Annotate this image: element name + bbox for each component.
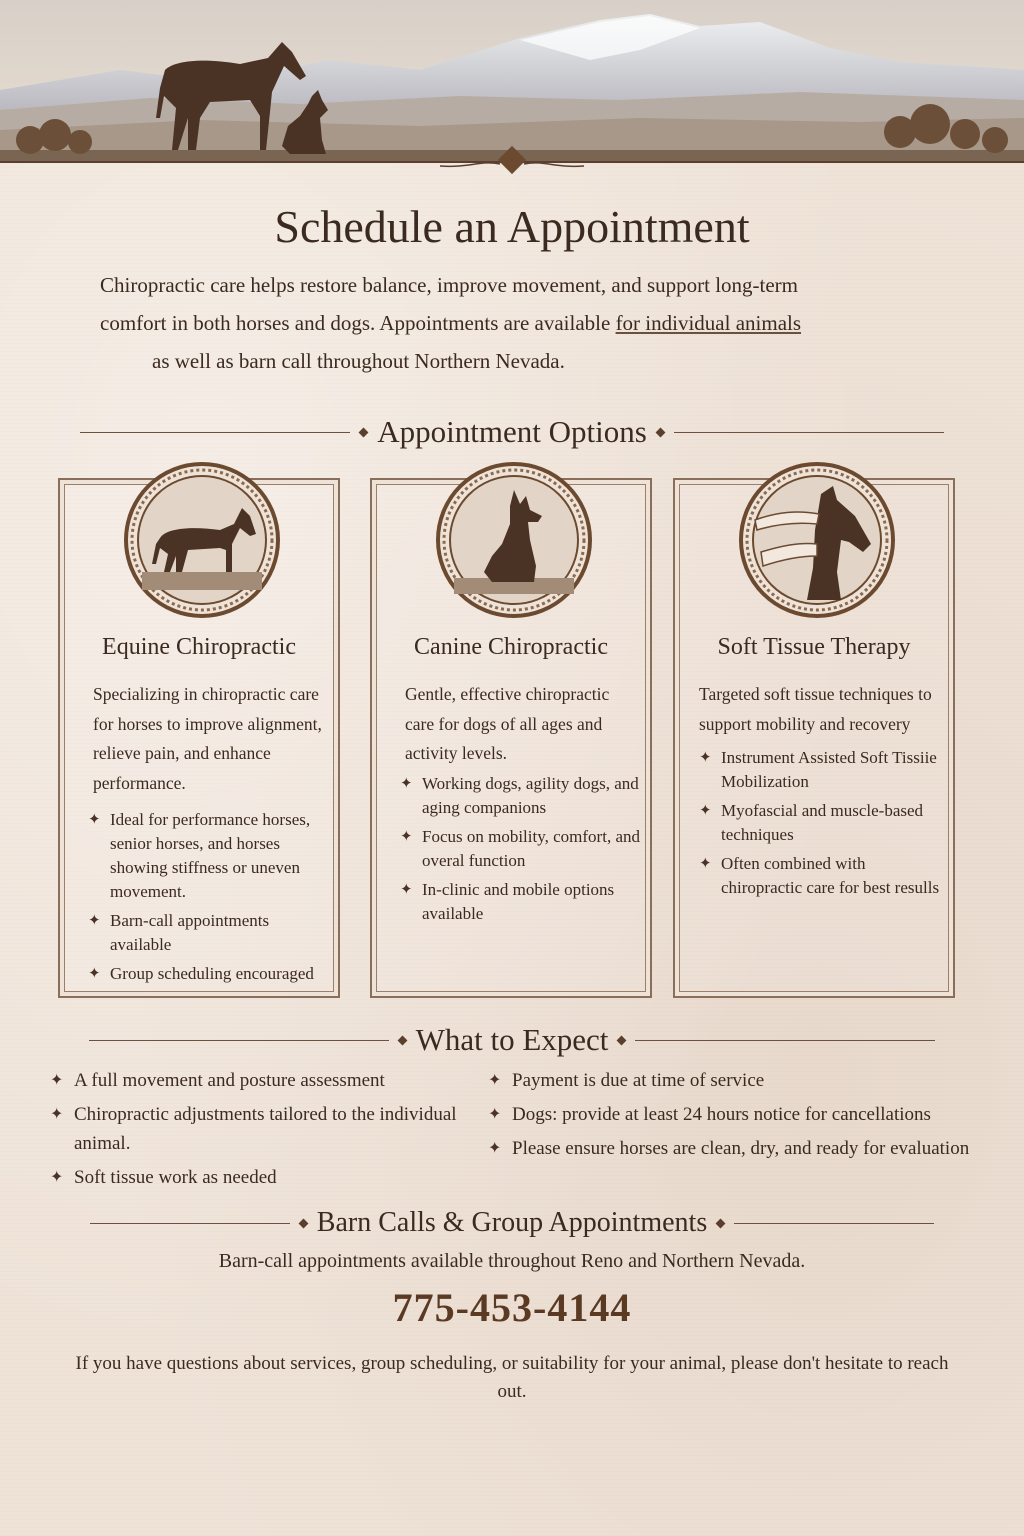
card-soft-tissue bbox=[673, 478, 955, 998]
star-bullet-icon: ✦ bbox=[50, 1106, 64, 1123]
card-equine bbox=[58, 478, 340, 998]
card-title: Equine Chiropractic bbox=[102, 634, 296, 660]
barn-heading: Barn Calls & Group Appointments bbox=[316, 1207, 708, 1238]
list-item: ✦ In-clinic and mobile options available bbox=[400, 880, 615, 923]
card-description: Gentle, effective chiropractic care for dogs of all ages and activity levels. bbox=[405, 684, 610, 763]
individual-animals-link[interactable]: for individual animals bbox=[615, 311, 802, 335]
card-description: Specializing in chiropractic care for horses to improve alignment, relieve pain, and enhance performance. bbox=[93, 684, 322, 793]
intro-line-2a: comfort in both horses and dogs. Appointments are available bbox=[100, 311, 616, 335]
list-item: ✦ Group scheduling encouraged bbox=[88, 962, 334, 986]
star-bullet-icon: ✦ bbox=[400, 882, 413, 898]
intro-paragraph bbox=[100, 266, 930, 380]
star-bullet-icon: ✦ bbox=[88, 966, 101, 982]
list-item: ✦ Myofascial and muscle-based techniques bbox=[699, 801, 924, 844]
diamond-ornament-icon bbox=[397, 1035, 407, 1045]
diamond-ornament-icon bbox=[655, 427, 665, 437]
divider-rule bbox=[734, 1223, 934, 1224]
list-item: ✦ Payment is due at time of service bbox=[488, 1066, 988, 1095]
star-bullet-icon: ✦ bbox=[88, 812, 101, 828]
list-item: ✦ Barn-call appointments available bbox=[88, 911, 270, 954]
list-item: ✦ Instrument Assisted Soft Tissiie Mobilization bbox=[699, 748, 937, 791]
list-item: ✦ Chiropractic adjustments tailored to the individual animal. bbox=[50, 1100, 460, 1158]
star-bullet-icon: ✦ bbox=[50, 1169, 64, 1186]
star-bullet-icon: ✦ bbox=[699, 750, 712, 766]
star-bullet-icon: ✦ bbox=[488, 1072, 502, 1089]
card-bullets bbox=[400, 772, 646, 931]
star-bullet-icon: ✦ bbox=[488, 1140, 502, 1157]
divider-rule bbox=[89, 1040, 389, 1041]
section-header-barn bbox=[0, 1203, 1024, 1243]
page-title: Schedule an Appointment bbox=[274, 201, 750, 252]
phone-number-link[interactable]: 775-453-4144 bbox=[392, 1285, 632, 1330]
section-header-expect bbox=[0, 1020, 1024, 1060]
divider-rule bbox=[674, 432, 944, 433]
card-title: Canine Chiropractic bbox=[414, 634, 608, 660]
list-item: ✦ Ideal for performance horses, senior horses, and horses showing stiffness or uneven movement. bbox=[88, 810, 311, 901]
diamond-ornament-icon bbox=[716, 1218, 726, 1228]
card-bullets bbox=[88, 808, 334, 991]
horse-icon bbox=[122, 460, 282, 620]
hands-horse-icon bbox=[737, 460, 897, 620]
list-item: ✦ Please ensure horses are clean, dry, and ready for evaluation bbox=[488, 1134, 988, 1163]
expect-heading: What to Expect bbox=[415, 1022, 609, 1057]
diamond-ornament-icon bbox=[298, 1218, 308, 1228]
section-header-options bbox=[0, 412, 1024, 452]
star-bullet-icon: ✦ bbox=[400, 776, 413, 792]
list-item: ✦ Focus on mobility, comfort, and overal function bbox=[400, 827, 640, 870]
card-title: Soft Tissue Therapy bbox=[717, 634, 911, 660]
barn-call-text: Barn-call appointments available throughout Reno and Northern Nevada. bbox=[218, 1250, 806, 1272]
star-bullet-icon: ✦ bbox=[400, 829, 413, 845]
star-bullet-icon: ✦ bbox=[699, 803, 712, 819]
divider-rule bbox=[90, 1223, 290, 1224]
list-item: ✦ A full movement and posture assessment bbox=[50, 1066, 460, 1095]
expect-left-list bbox=[50, 1066, 460, 1197]
intro-line-1: Chiropractic care helps restore balance, improve movement, and support long-term bbox=[100, 273, 799, 297]
list-item: ✦ Dogs: provide at least 24 hours notice for cancellations bbox=[488, 1100, 988, 1129]
card-description: Targeted soft tissue techniques to support mobility and recovery bbox=[699, 684, 932, 734]
divider-rule bbox=[635, 1040, 935, 1041]
list-item: ✦ Working dogs, agility dogs, and aging companions bbox=[400, 774, 639, 817]
landscape-banner bbox=[0, 0, 1024, 180]
list-item: ✦ Soft tissue work as needed bbox=[50, 1163, 460, 1192]
options-heading: Appointment Options bbox=[377, 414, 647, 449]
list-item: ✦ Often combined with chiropractic care for best resulls bbox=[699, 854, 940, 897]
diamond-ornament-icon bbox=[359, 427, 369, 437]
star-bullet-icon: ✦ bbox=[699, 856, 712, 872]
star-bullet-icon: ✦ bbox=[50, 1072, 64, 1089]
star-bullet-icon: ✦ bbox=[88, 913, 101, 929]
diamond-ornament-icon bbox=[617, 1035, 627, 1045]
divider-rule bbox=[80, 432, 350, 433]
closing-text: If you have questions about services, group scheduling, or suitability for your animal, please don't hesitate to reach out. bbox=[75, 1353, 949, 1402]
star-bullet-icon: ✦ bbox=[488, 1106, 502, 1123]
card-bullets bbox=[699, 746, 949, 905]
dog-icon bbox=[434, 460, 594, 620]
expect-right-list bbox=[488, 1066, 988, 1168]
intro-line-3: as well as barn call throughout Northern Nevada. bbox=[152, 349, 565, 373]
card-canine bbox=[370, 478, 652, 998]
